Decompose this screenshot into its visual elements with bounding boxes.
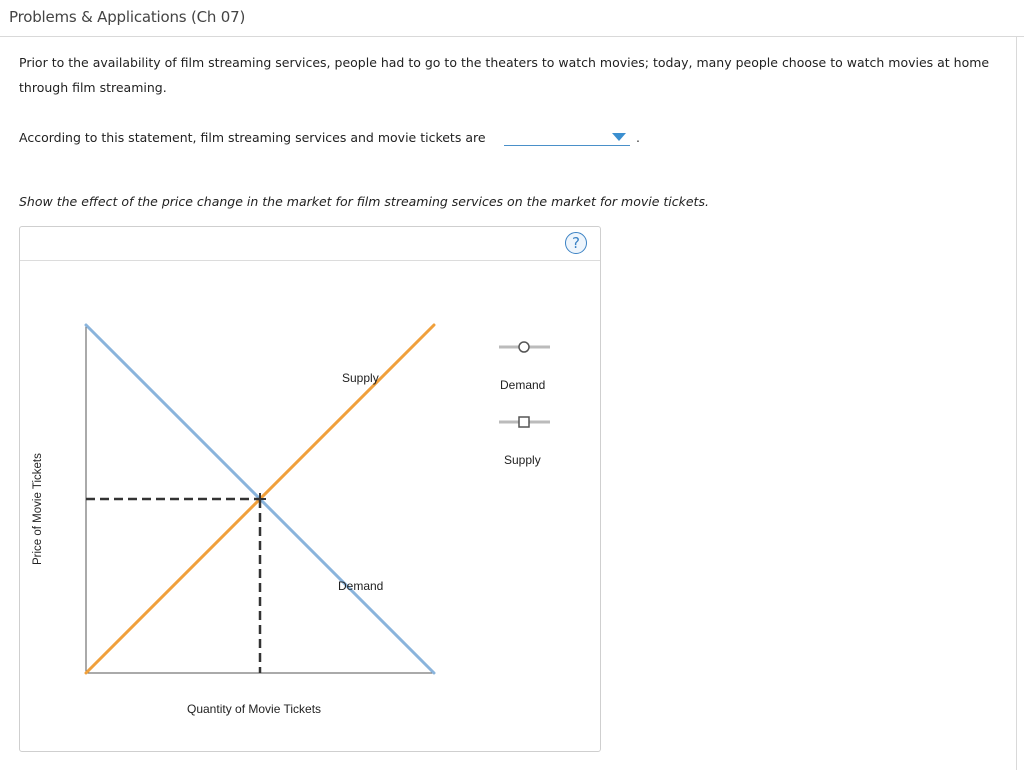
graph-container	[19, 226, 601, 752]
help-button[interactable]: ?	[565, 232, 587, 254]
header-bar	[0, 0, 1024, 37]
square-marker-icon	[519, 417, 529, 427]
supply-tool-label: Supply	[504, 453, 541, 467]
question-instruction: Show the effect of the price change in the market for film streaming services on the market for movie tickets.	[19, 194, 709, 209]
question-intro: Prior to the availability of film streaming services, people had to go to the theaters to watch movies; today, many people choose to watch movies at home through film streaming.	[19, 55, 990, 95]
graph-canvas[interactable]	[20, 227, 600, 751]
supply-tool[interactable]	[499, 417, 550, 467]
question-panel	[0, 37, 1017, 770]
question-prompt: According to this statement, film streaming services and movie tickets are	[19, 130, 486, 145]
relationship-dropdown[interactable]	[504, 127, 630, 146]
supply-curve-label: Supply	[342, 371, 379, 385]
prompt-period: .	[636, 130, 640, 145]
chevron-down-icon	[612, 133, 626, 141]
demand-tool-label: Demand	[500, 378, 546, 392]
demand-curve-label: Demand	[338, 579, 384, 593]
circle-marker-icon	[519, 342, 529, 352]
x-axis-label: Quantity of Movie Tickets	[187, 702, 322, 716]
demand-tool[interactable]	[499, 342, 550, 392]
y-axis-label: Price of Movie Tickets	[32, 453, 44, 565]
page-title: Problems & Applications (Ch 07)	[9, 8, 246, 26]
